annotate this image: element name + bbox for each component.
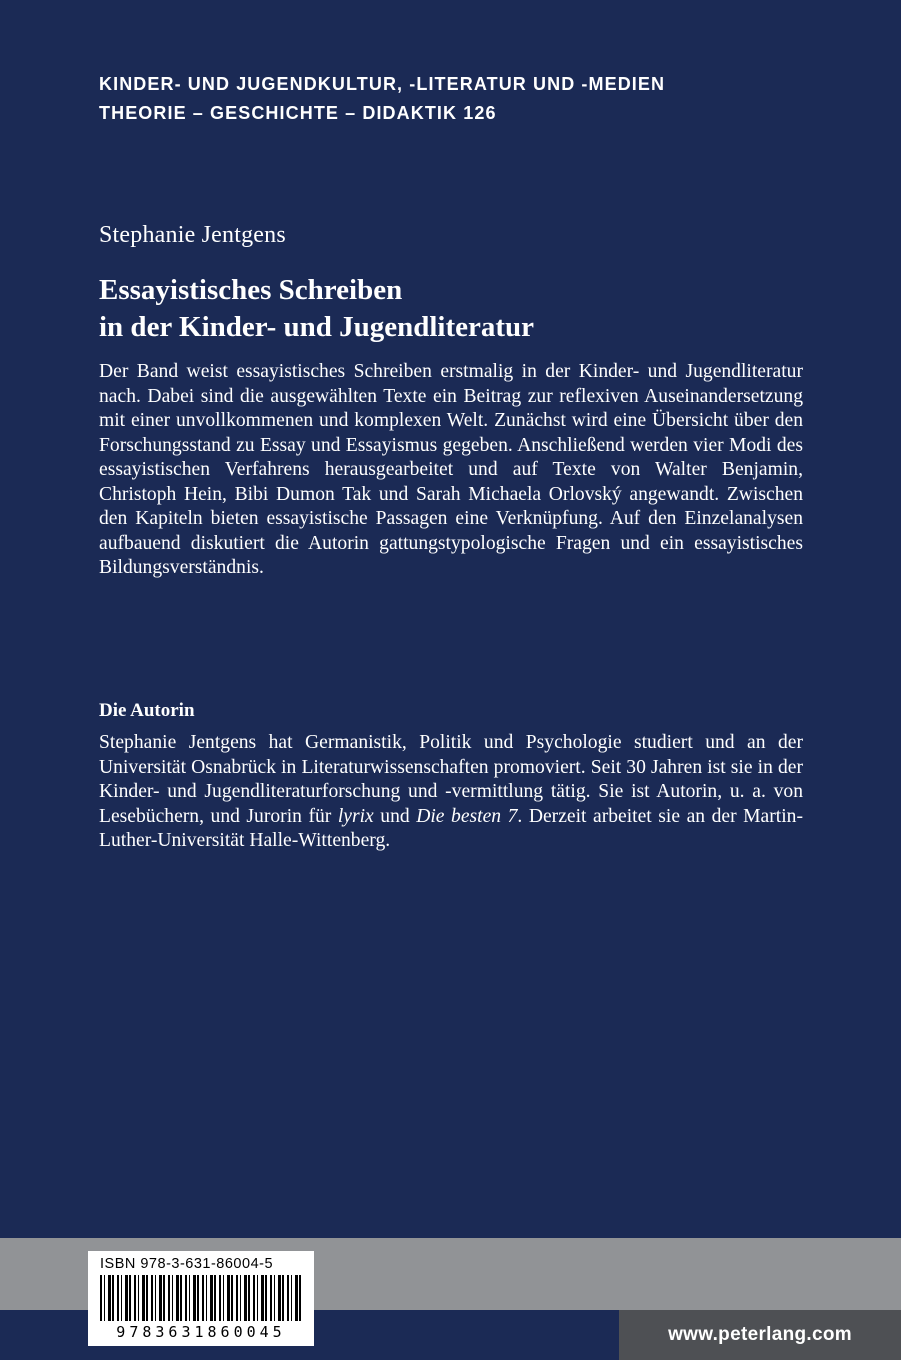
bio-italic-die-besten-7: Die besten 7 xyxy=(416,805,518,827)
barcode xyxy=(100,1275,302,1321)
book-title-line2: in der Kinder- und Jugendliteratur xyxy=(99,311,535,343)
bio-text-segment: und xyxy=(373,805,417,827)
bio-italic-lyrix: lyrix xyxy=(337,805,374,827)
author-section-heading: Die Autorin xyxy=(99,700,195,721)
author-name: Stephanie Jentgens xyxy=(99,222,286,248)
series-title-line1: KINDER- UND JUGENDKULTUR, -LITERATUR UND -MEDIEN xyxy=(99,74,666,94)
bio-text-segment: Stephanie Jentgens hat Germanistik, Politik und Psychologie studiert und an der Universität Osnabrück in Literaturwissenschaften promoviert. Seit 30 Jahren ist sie in der Kinder- und Jugendliteraturforschung und -vermittlung tätig. Sie ist Autorin, u. a. von Lesebüchern, und Jurorin für xyxy=(99,732,803,827)
publisher-website-url: www.peterlang.com xyxy=(668,1324,852,1345)
isbn-label: ISBN 978-3-631-86004-5 xyxy=(100,1256,274,1272)
author-bio xyxy=(99,731,803,854)
publisher-bar xyxy=(619,1310,901,1360)
book-title-line1: Essayistisches Schreiben xyxy=(99,274,403,306)
bio-text-segment: . Derzeit arbeitet sie an der Martin-Luther-Universität Halle-Wittenberg. xyxy=(99,805,803,851)
series-title-line2: THEORIE – GESCHICHTE – DIDAKTIK 126 xyxy=(99,103,497,123)
book-title xyxy=(99,272,819,346)
series-title xyxy=(99,70,839,128)
blurb-text: Der Band weist essayistisches Schreiben erstmalig in der Kinder- und Jugendliteratur nach. Dabei sind die ausgewählten Texte ein Beitrag zur reflexiven Auseinandersetzung mit einer unvollkommenen und komplexen Welt. Zunächst wird eine Übersicht über den Forschungsstand zu Essay und Essayismus gegeben. Anschließend werden vier Modi des essayistischen Verfahrens herausgearbeitet und auf Texte von Walter Benjamin, Christoph Hein, Bibi Dumon Tak und Sarah Michaela Orlovský angewandt. Zwischen den Kapiteln bieten essayistische Passagen eine Verknüpfung. Auf den Einzelanalysen aufbauend diskutiert die Autorin gattungstypologische Fragen und ein essayistisches Bildungsverständnis. xyxy=(99,361,803,578)
barcode-box xyxy=(88,1251,314,1346)
barcode-digits: 9783631860045 xyxy=(116,1323,286,1341)
